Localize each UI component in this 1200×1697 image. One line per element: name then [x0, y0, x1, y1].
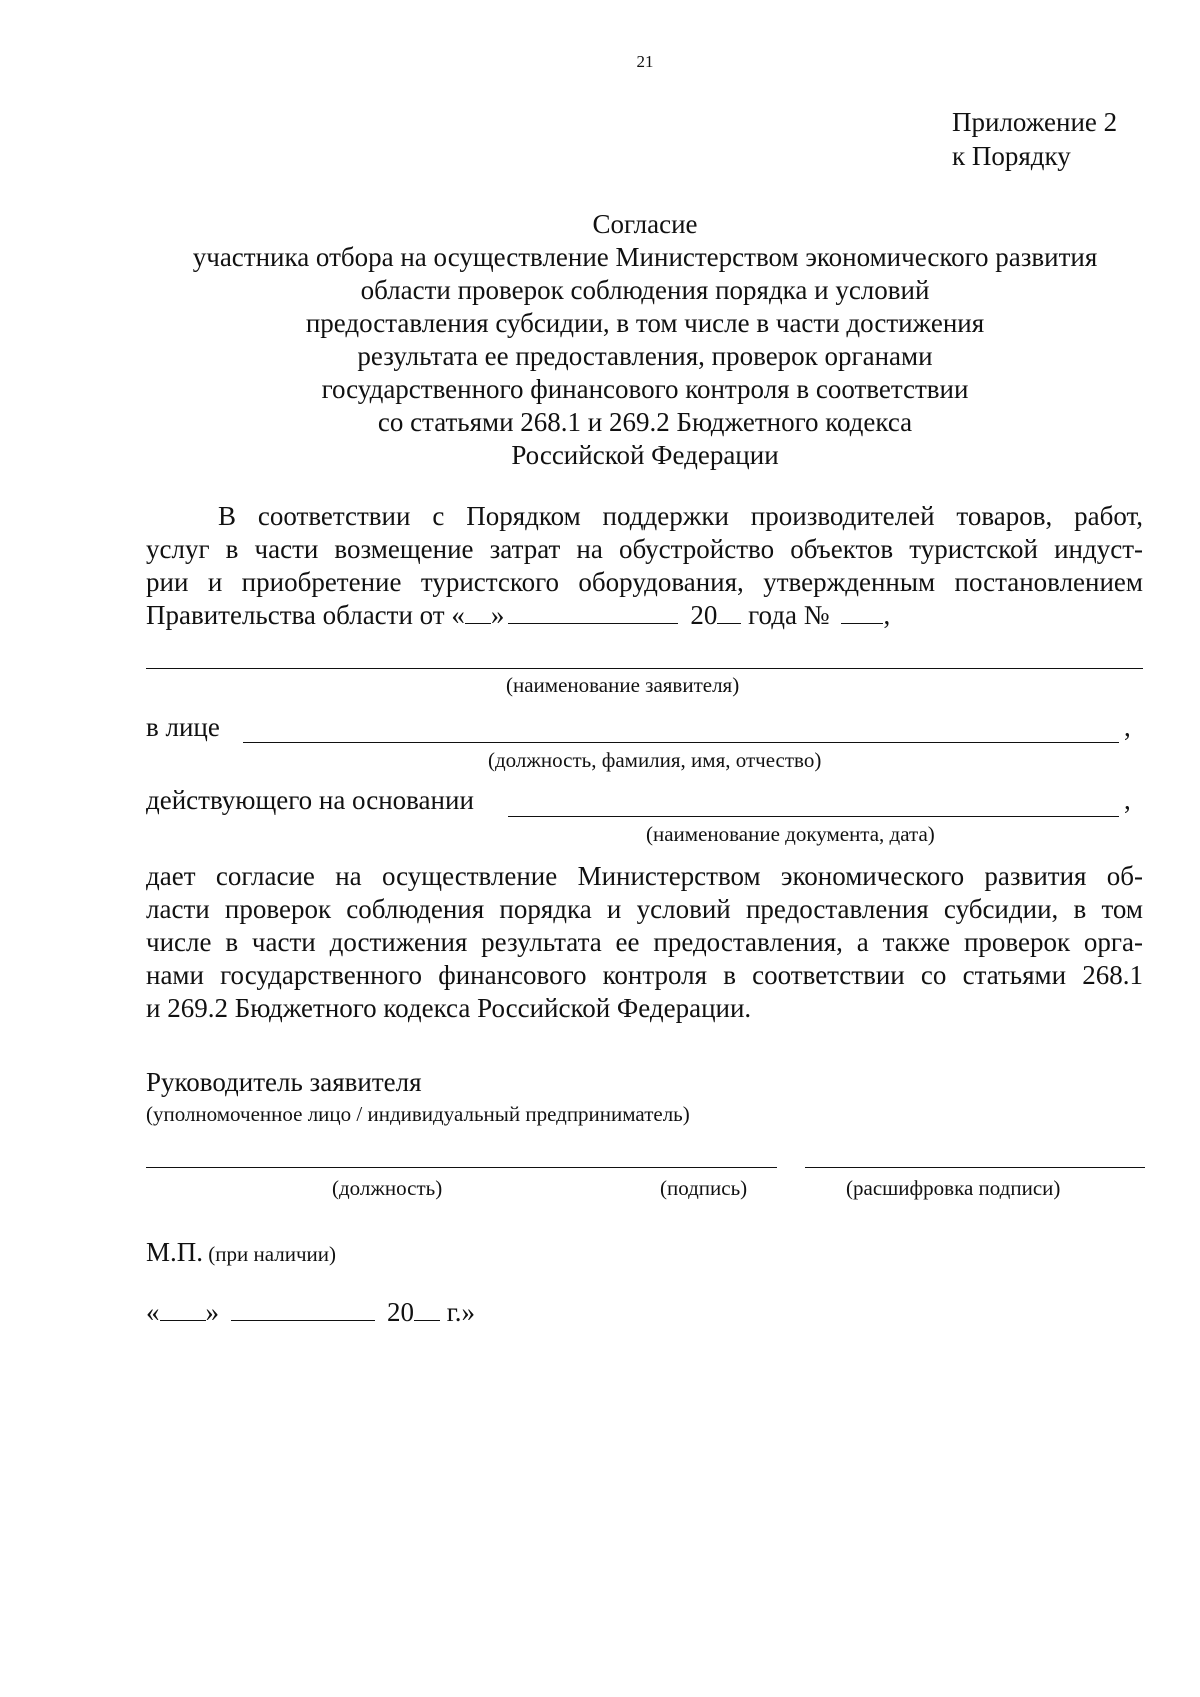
- in-person-label: в лице: [146, 712, 220, 742]
- decoding-caption: (расшифровка подписи): [846, 1176, 1061, 1200]
- consent-line: дает согласие на осуществление Министерством экономического развития об-: [146, 861, 1143, 891]
- number-blank[interactable]: [841, 622, 883, 624]
- year-suffix: года №: [741, 600, 830, 630]
- intro-line: услуг в части возмещение затрат на обустройство объектов туристской индуст-: [146, 534, 1143, 564]
- month-blank[interactable]: [508, 622, 678, 624]
- title-line: Российской Федерации: [511, 440, 779, 470]
- consent-paragraph: [146, 860, 1143, 1025]
- date-open-quote: «: [146, 1297, 160, 1327]
- quote-close: »: [490, 600, 505, 630]
- comma: ,: [1124, 712, 1131, 742]
- head-subtitle: (уполномоченное лицо / индивидуальный предприниматель): [146, 1102, 690, 1126]
- signature-caption: (подпись): [660, 1176, 748, 1200]
- page-number: 21: [636, 52, 654, 71]
- intro-line: рии и приобретение туристского оборудования, утвержденным постановлением: [146, 567, 1143, 597]
- position-caption: (должность): [332, 1176, 443, 1200]
- title-line: результата ее предоставления, проверок органами: [357, 341, 933, 371]
- comma: ,: [1124, 785, 1131, 815]
- date-year-blank[interactable]: [414, 1319, 440, 1321]
- stamp-note: (при наличии): [203, 1242, 336, 1266]
- year-prefix: 20: [690, 600, 718, 630]
- day-blank[interactable]: [465, 622, 491, 624]
- year-blank[interactable]: [717, 622, 741, 624]
- consent-line: ласти проверок соблюдения порядка и условий предоставления субсидии, в том: [146, 894, 1143, 924]
- date-year: 20: [387, 1297, 414, 1327]
- appendix-line-2: к Порядку: [952, 141, 1071, 171]
- applicant-name-caption: (наименование заявителя): [506, 673, 740, 697]
- title-line: предоставления субсидии, в том числе в части достижения: [305, 308, 985, 338]
- appendix-line-1: Приложение 2: [952, 107, 1118, 137]
- decoding-line[interactable]: [805, 1167, 1145, 1168]
- basis-document-line[interactable]: [508, 816, 1119, 817]
- head-label: Руководитель заявителя: [146, 1067, 422, 1097]
- intro-comma: ,: [883, 600, 891, 630]
- stamp-line: [146, 1237, 336, 1268]
- date-day-blank[interactable]: [160, 1319, 206, 1321]
- consent-line: числе в части достижения результата ее предоставления, а также проверок орга-: [146, 927, 1143, 957]
- representative-line[interactable]: [243, 742, 1119, 743]
- date-suffix: г.»: [440, 1297, 476, 1327]
- basis-label: действующего на основании: [146, 785, 474, 815]
- intro-paragraph: [146, 500, 1143, 632]
- applicant-name-line[interactable]: [146, 668, 1143, 669]
- intro-last-line: [146, 599, 1143, 632]
- position-name-caption: (должность, фамилия, имя, отчество): [488, 748, 822, 772]
- date-line: [146, 1297, 475, 1328]
- document-caption: (наименование документа, дата): [646, 822, 935, 846]
- title-line: области проверок соблюдения порядка и условий: [360, 275, 930, 305]
- intro-last-prefix: Правительства области от «: [146, 600, 465, 630]
- document-title: [0, 208, 1200, 472]
- position-signature-line[interactable]: [146, 1167, 777, 1168]
- consent-line: нами государственного финансового контроля в соответствии со статьями 268.1: [146, 960, 1143, 990]
- intro-line: В соответствии с Порядком поддержки производителей товаров, работ,: [218, 501, 1143, 531]
- date-month-blank[interactable]: [231, 1319, 375, 1321]
- stamp-label: М.П.: [146, 1237, 204, 1267]
- consent-last-line: и 269.2 Бюджетного кодекса Российской Федерации.: [146, 993, 752, 1023]
- title-line: участника отбора на осуществление Министерством экономического развития: [192, 242, 1098, 272]
- date-close-quote: »: [205, 1297, 219, 1327]
- title-heading: Согласие: [592, 209, 698, 239]
- title-line: государственного финансового контроля в соответствии: [321, 374, 969, 404]
- appendix-reference: [952, 105, 1117, 173]
- title-line: со статьями 268.1 и 269.2 Бюджетного кодекса: [377, 407, 913, 437]
